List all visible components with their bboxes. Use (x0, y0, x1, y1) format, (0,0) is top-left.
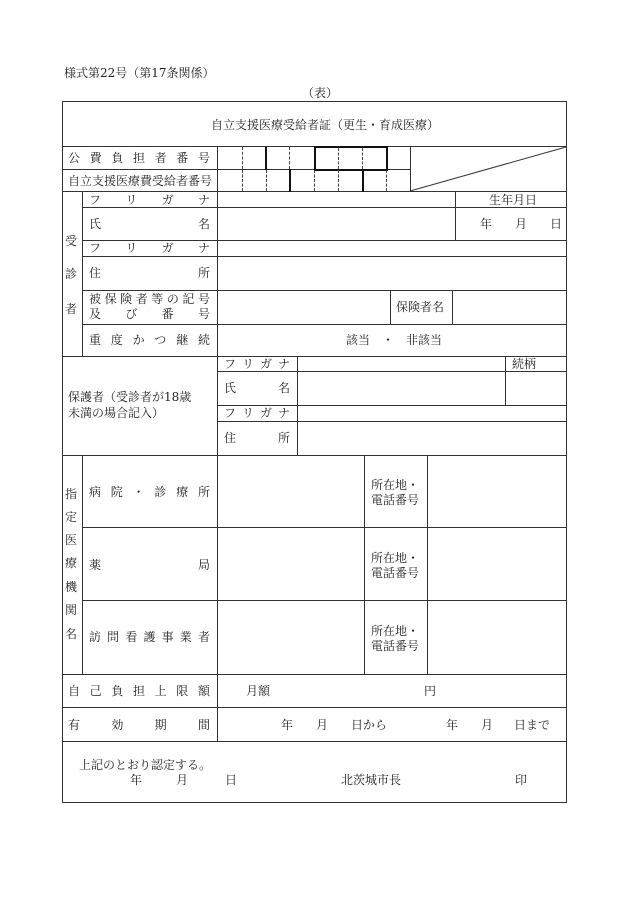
patient-label-2: 診 (65, 267, 78, 281)
insurer-name-label: 保険者名 (396, 300, 445, 314)
severe-continuous-label: 重 度 か つ 継 続 (89, 333, 210, 347)
validity-label: 有 効 期 間 (68, 718, 210, 732)
pharmacy-label: 薬 局 (89, 558, 210, 572)
pharmacy-location-label-2: 電話番号 (371, 566, 420, 580)
copay-limit-label: 自 己 負 担 上 限 額 (68, 684, 210, 698)
mayor-title: 北茨城市長 (341, 773, 402, 787)
designated-label-1: 指 (65, 487, 78, 501)
patient-label-3: 者 (65, 302, 78, 316)
payer-number-label: 公 費 負 担 者 番 号 (68, 151, 210, 165)
cert-year: 年 (130, 773, 143, 787)
birth-month: 月 (515, 217, 528, 231)
validity-to-year: 年 (446, 718, 459, 732)
guardian-name-label: 氏 名 (224, 381, 290, 395)
designated-label-6: 関 (65, 603, 78, 617)
birth-day: 日 (550, 217, 563, 231)
guardian-label-2: 未満の場合記入） (68, 406, 165, 420)
form-number: 様式第22号（第17条関係） (64, 66, 215, 80)
hospital-label: 病 院 ・ 診 療 所 (89, 485, 210, 499)
form-title: 自立支援医療受給者証（更生・育成医療） (211, 118, 440, 132)
hospital-location-label-2: 電話番号 (371, 493, 420, 507)
designated-label-2: 定 (65, 510, 78, 524)
validity-to-month: 月 (481, 718, 494, 732)
patient-furigana-label: フ リ ガ ナ (89, 193, 210, 207)
validity-to-day: 日まで (514, 718, 551, 732)
validity-from-month: 月 (316, 718, 329, 732)
guardian-address-label: 住 所 (224, 431, 290, 445)
guardian-furigana-label: フ リ ガ ナ (224, 357, 290, 371)
birthdate-label: 生年月日 (489, 193, 538, 207)
validity-from-day: 日から (351, 718, 388, 732)
cert-month: 月 (176, 773, 189, 787)
copay-monthly-label: 月額 (246, 684, 271, 698)
copay-yen-label: 円 (424, 684, 437, 698)
designated-label-3: 医 (65, 533, 78, 547)
diagonal-slash (410, 146, 567, 192)
pharmacy-location-label-1: 所在地・ (371, 551, 420, 565)
severe-continuous-value[interactable]: 該当 ・ 非該当 (346, 333, 443, 347)
nursing-location-label-1: 所在地・ (371, 624, 420, 638)
patient-name-label: 氏 名 (89, 217, 210, 231)
form-side: （表） (302, 86, 339, 100)
insurance-symbol-label-1: 被 保 険 者 等 の 記 号 (89, 292, 210, 306)
birth-year: 年 (480, 217, 493, 231)
cert-day: 日 (225, 773, 238, 787)
designated-label-5: 機 (65, 580, 78, 594)
insurance-symbol-label-2: 及 び 番 号 (89, 307, 210, 321)
nursing-location-label-2: 電話番号 (371, 639, 420, 653)
validity-from-year: 年 (281, 718, 294, 732)
certification-text: 上記のとおり認定する。 (79, 758, 212, 772)
hospital-location-label-1: 所在地・ (371, 478, 420, 492)
designated-label-7: 名 (65, 627, 78, 641)
patient-address-label: 住 所 (89, 266, 210, 280)
recipient-number-label: 自立支援医療費受給者番号 (68, 174, 213, 188)
designated-label-4: 療 (65, 556, 78, 570)
patient-address-furigana-label: フ リ ガ ナ (89, 241, 210, 255)
relationship-label: 続柄 (512, 357, 537, 371)
nursing-label: 訪 問 看 護 事 業 者 (89, 630, 210, 644)
seal-mark: 印 (515, 773, 528, 787)
patient-label-1: 受 (65, 234, 78, 248)
guardian-label-1: 保護者（受診者が18歳 (68, 390, 192, 404)
guardian-address-furigana-label: フ リ ガ ナ (224, 406, 290, 420)
payer-number-check-box[interactable] (314, 146, 388, 171)
